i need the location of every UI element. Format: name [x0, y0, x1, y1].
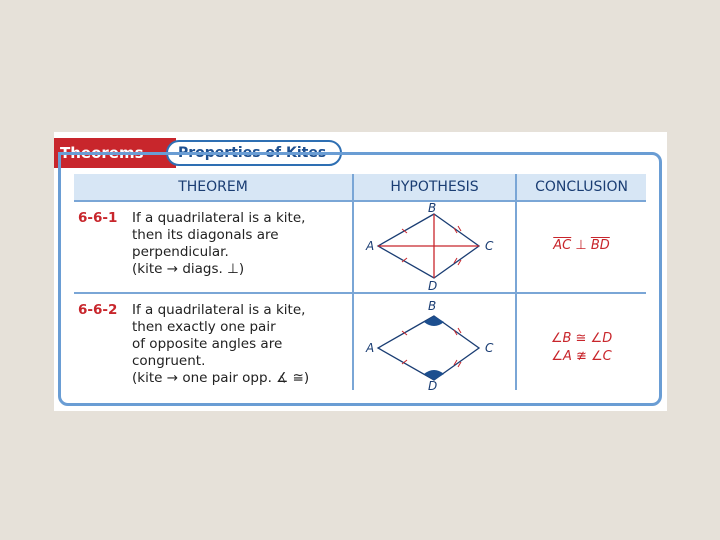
conclusion-cell	[516, 293, 646, 390]
statement-line: congruent.	[132, 353, 206, 369]
theorem-statement	[132, 201, 353, 293]
kite-diagram-angles	[354, 294, 515, 390]
table-row	[74, 293, 646, 390]
statement-line: (kite → one pair opp. ∡ ≅)	[132, 370, 310, 386]
vertex-label: D	[428, 379, 438, 390]
theorem-table	[74, 174, 646, 390]
hypothesis-diagram-cell	[353, 201, 516, 293]
statement-line: (kite → diags. ⊥)	[132, 261, 245, 277]
conclusion-line: ∠A ≇ ∠C	[551, 349, 612, 364]
angle-b-marker	[424, 316, 444, 326]
statement-line: then exactly one pair	[132, 319, 276, 335]
card-title: Properties of Kites	[166, 140, 342, 166]
theorem-statement	[132, 293, 353, 390]
statement-line: If a quadrilateral is a kite,	[132, 302, 306, 318]
perpendicular-symbol: ⊥	[575, 238, 587, 253]
segment-label: $\overline{BD}$	[590, 238, 610, 253]
vertex-label: A	[366, 341, 375, 355]
vertex-label: C	[485, 341, 494, 355]
vertex-label: A	[366, 239, 375, 253]
vertex-label: B	[428, 202, 437, 215]
kite-outline	[378, 316, 479, 380]
vertex-label: B	[428, 299, 437, 313]
vertex-label: D	[428, 279, 438, 292]
vertex-label: C	[485, 239, 494, 253]
column-header-hypothesis: HYPOTHESIS	[353, 174, 516, 201]
segment-label: $\overline{AC}$	[553, 238, 572, 253]
conclusion-line: ∠B ≅ ∠D	[550, 331, 613, 346]
tick-marks	[402, 328, 461, 367]
theorem-card	[54, 132, 667, 411]
statement-line: then its diagonals are	[132, 227, 279, 243]
column-header-conclusion: CONCLUSION	[516, 174, 646, 201]
kite-diagram-diagonals	[354, 202, 515, 292]
conclusion-cell	[516, 201, 646, 293]
table-row	[74, 201, 646, 293]
theorem-number: 6-6-2	[78, 302, 118, 318]
hypothesis-diagram-cell	[353, 293, 516, 390]
theorem-number: 6-6-1	[74, 201, 132, 293]
column-header-theorem: THEOREM	[74, 174, 353, 201]
theorems-tab: Theorems	[54, 138, 176, 168]
statement-line: perpendicular.	[132, 244, 229, 260]
statement-line: If a quadrilateral is a kite,	[132, 210, 306, 226]
statement-line: of opposite angles are	[132, 336, 283, 352]
